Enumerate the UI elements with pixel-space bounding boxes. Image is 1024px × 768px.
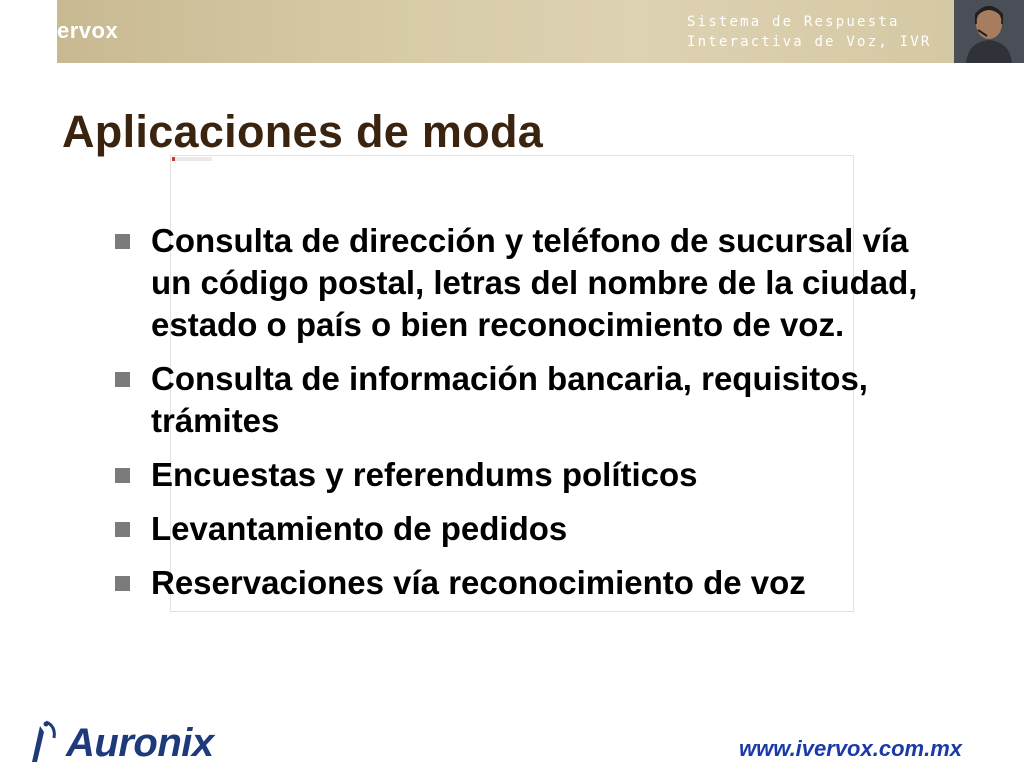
- header-subtitle-line1: Sistema de Respuesta: [687, 14, 900, 30]
- square-bullet-icon: [115, 522, 130, 537]
- list-item: [115, 358, 995, 442]
- list-item: [115, 220, 995, 346]
- broken-image-icon: [172, 157, 212, 161]
- header-banner: [57, 0, 1024, 63]
- bullet-text: Encuestas y referendums políticos: [151, 456, 698, 493]
- auronix-mark-icon: [26, 720, 66, 765]
- square-bullet-icon: [115, 372, 130, 387]
- list-item: [115, 454, 995, 496]
- bullet-text: Consulta de información bancaria, requisitos, trámites: [151, 360, 868, 439]
- operator-headset-photo-icon: [954, 0, 1024, 63]
- header-subtitle-line2: Interactiva de Voz, IVR: [687, 34, 932, 50]
- list-item: [115, 562, 995, 604]
- auronix-logo-text: Auronix: [66, 721, 214, 765]
- square-bullet-icon: [115, 468, 130, 483]
- page-title: Aplicaciones de moda: [62, 106, 544, 157]
- auronix-logo: [26, 720, 226, 765]
- square-bullet-icon: [115, 576, 130, 591]
- website-link[interactable]: www.ivervox.com.mx: [739, 736, 962, 761]
- bullet-list: [115, 220, 995, 616]
- bullet-text: Reservaciones vía reconocimiento de voz: [151, 564, 806, 601]
- bullet-text: Consulta de dirección y teléfono de sucursal vía un código postal, letras del nombre de la ciudad, estado o país o bien reconocimiento de voz.: [151, 222, 918, 343]
- header-subtitle: [687, 12, 957, 52]
- square-bullet-icon: [115, 234, 130, 249]
- bullet-text: Levantamiento de pedidos: [151, 510, 568, 547]
- header-brand: ervox: [57, 18, 119, 43]
- list-item: [115, 508, 995, 550]
